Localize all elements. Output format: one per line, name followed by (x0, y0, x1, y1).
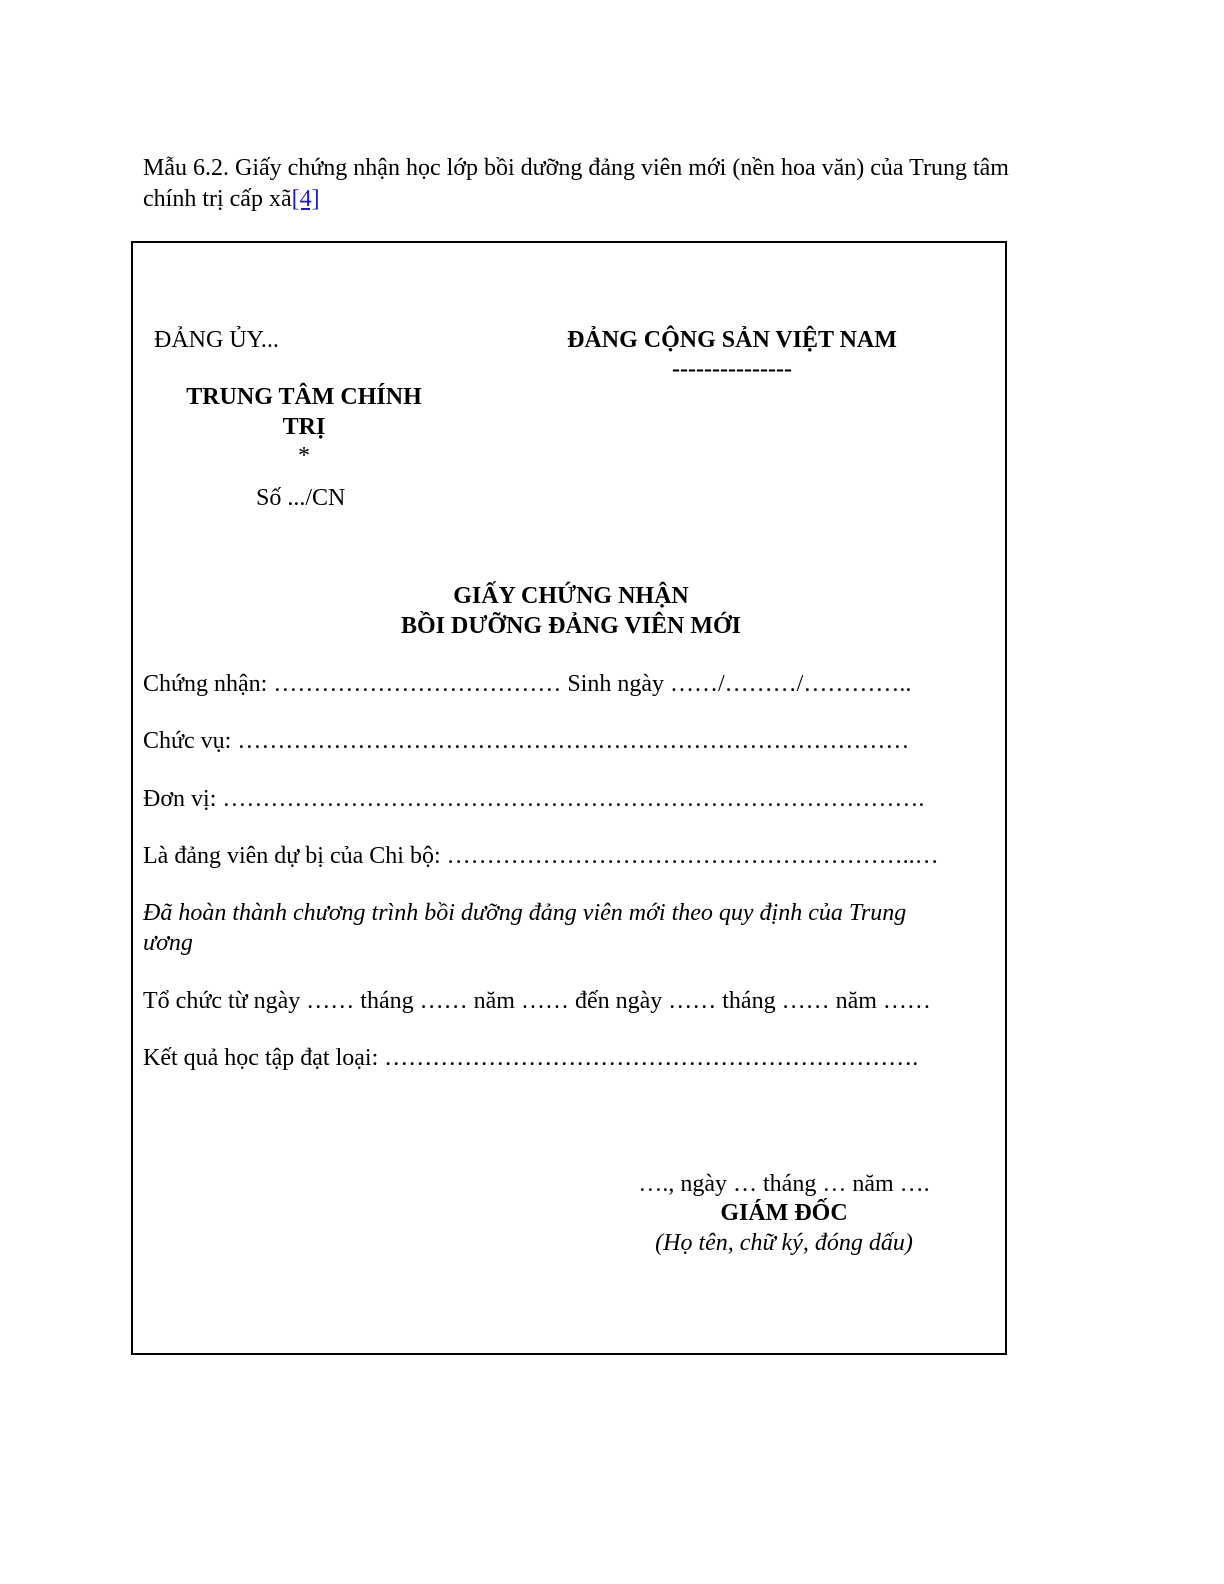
political-center-line1: TRUNG TÂM CHÍNH (186, 384, 422, 410)
signer-title: GIÁM ĐỐC (720, 1200, 848, 1226)
political-center-line2: TRỊ (282, 414, 326, 440)
party-name-heading: ĐẢNG CỘNG SẢN VIỆT NAM (567, 327, 897, 353)
certificate-subtitle: BỒI DƯỠNG ĐẢNG VIÊN MỚI (400, 613, 742, 639)
field-organized-dates: Tổ chức từ ngày …… tháng …… năm …… đến ngày …… tháng …… năm …… (143, 988, 931, 1014)
field-unit: Đơn vị: ……………………………………………………………………………. (143, 786, 925, 812)
completion-statement-line2: ương (143, 930, 193, 956)
signature-date-line: …., ngày … tháng … năm …. (638, 1171, 930, 1197)
heading-separator: --------------- (672, 356, 792, 382)
field-position: Chức vụ: ………………………………………………………………………… (143, 728, 910, 754)
field-result: Kết quả học tập đạt loại: …………………………………………………………. (143, 1045, 919, 1071)
caption-text: Mẫu 6.2. Giấy chứng nhận học lớp bồi dưỡng đảng viên mới (nền hoa văn) của Trung tâm chính trị cấp xã (143, 155, 1009, 212)
field-party-branch: Là đảng viên dự bị của Chi bộ: …………………………………………………..… (143, 843, 939, 869)
star-mark: * (298, 443, 310, 469)
signer-note: (Họ tên, chữ ký, đóng dấu) (655, 1230, 913, 1256)
footnote-link[interactable]: [4] (291, 186, 320, 212)
party-committee-label: ĐẢNG ỦY... (154, 327, 279, 353)
completion-statement-line1: Đã hoàn thành chương trình bồi dưỡng đảng viên mới theo quy định của Trung (143, 900, 907, 926)
document-caption (143, 153, 1043, 215)
field-certify: Chứng nhận: ……………………………… Sinh ngày ……/………/………….. (143, 671, 912, 697)
certificate-title: GIẤY CHỨNG NHẬN (453, 583, 689, 609)
document-number: Số .../CN (256, 485, 346, 511)
